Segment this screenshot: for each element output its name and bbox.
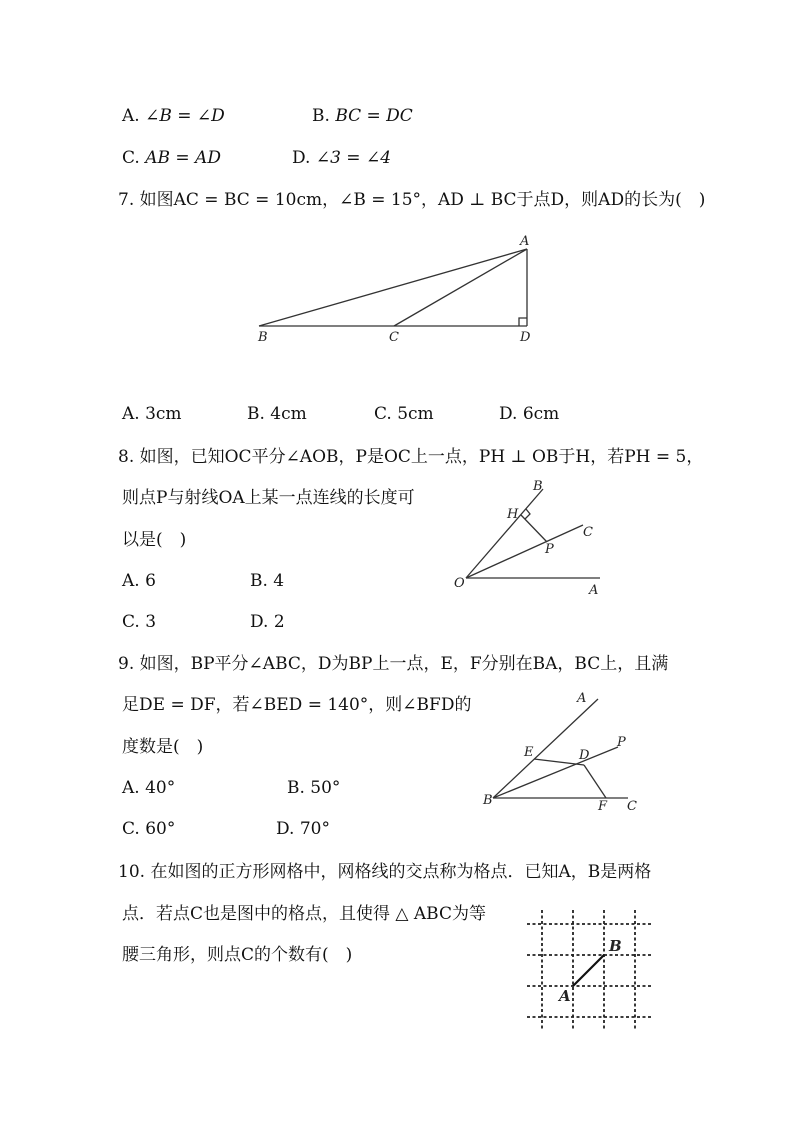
q9-option-a: A. 40° xyxy=(122,778,176,798)
q7-option-c: C. 5cm xyxy=(374,404,434,424)
q8-option-b: B. 4 xyxy=(250,571,285,591)
q9-line3: 度数是( ) xyxy=(122,737,204,757)
q6-option-d: D. ∠3 = ∠4 xyxy=(292,148,392,168)
q8-label-H: H xyxy=(507,507,519,522)
q9-label-D: D xyxy=(579,748,590,763)
q8-line3: 以是( ) xyxy=(122,530,187,550)
q8-line2: 则点P与射线OA上某一点连线的长度可 xyxy=(122,488,415,508)
q9-option-b: B. 50° xyxy=(287,778,341,798)
q9-label-F: F xyxy=(598,799,608,814)
q8-label-A: A xyxy=(589,583,599,598)
q8-option-d: D. 2 xyxy=(250,612,285,632)
q10-line2: 点．若点C也是图中的格点，且使得 △ ABC为等 xyxy=(122,904,486,924)
q8-label-O: O xyxy=(454,576,465,591)
q7-label-A: A xyxy=(520,234,530,249)
q9-label-C: C xyxy=(627,799,637,814)
q7-stem: 7. 如图AC = BC = 10cm，∠B = 15°，AD ⊥ BC于点D，则AD的长为( ) xyxy=(118,190,706,210)
q9-line1: 9. 如图，BP平分∠ABC，D为BP上一点，E，F分别在BA，BC上，且满 xyxy=(118,654,669,674)
q10-label-A: A xyxy=(559,987,571,1005)
q9-option-c: C. 60° xyxy=(122,819,176,839)
q8-label-C: C xyxy=(583,525,593,540)
q7-label-D: D xyxy=(520,330,531,345)
q8-line1: 8. 如图，已知OC平分∠AOB，P是OC上一点，PH ⊥ OB于H，若PH = 5， xyxy=(118,447,704,467)
q7-option-b: B. 4cm xyxy=(247,404,307,424)
q7-label-B: B xyxy=(258,330,268,345)
q6-option-c: C. AB = AD xyxy=(122,148,221,168)
q7-option-d: D. 6cm xyxy=(499,404,560,424)
q10-segment-AB xyxy=(573,955,604,986)
q6-option-a: A. ∠B = ∠D xyxy=(122,106,225,126)
q10-line3: 腰三角形，则点C的个数有( ) xyxy=(122,945,353,965)
q6-option-b: B. BC = DC xyxy=(312,106,413,126)
q8-label-P: P xyxy=(545,542,554,557)
q7-label-C: C xyxy=(389,330,399,345)
q8-option-a: A. 6 xyxy=(122,571,156,591)
q10-line1: 10. 在如图的正方形网格中，网格线的交点称为格点．已知A，B是两格 xyxy=(118,862,652,882)
q10-label-B: B xyxy=(609,937,622,955)
q9-option-d: D. 70° xyxy=(276,819,330,839)
q8-option-c: C. 3 xyxy=(122,612,157,632)
q9-line2: 足DE = DF，若∠BED = 140°，则∠BFD的 xyxy=(122,695,472,715)
q9-label-B: B xyxy=(483,793,493,808)
q9-label-E: E xyxy=(524,745,534,760)
q9-label-P: P xyxy=(617,735,626,750)
q7-option-a: A. 3cm xyxy=(122,404,182,424)
q9-label-A: A xyxy=(577,691,587,706)
q8-label-B: B xyxy=(533,479,543,494)
